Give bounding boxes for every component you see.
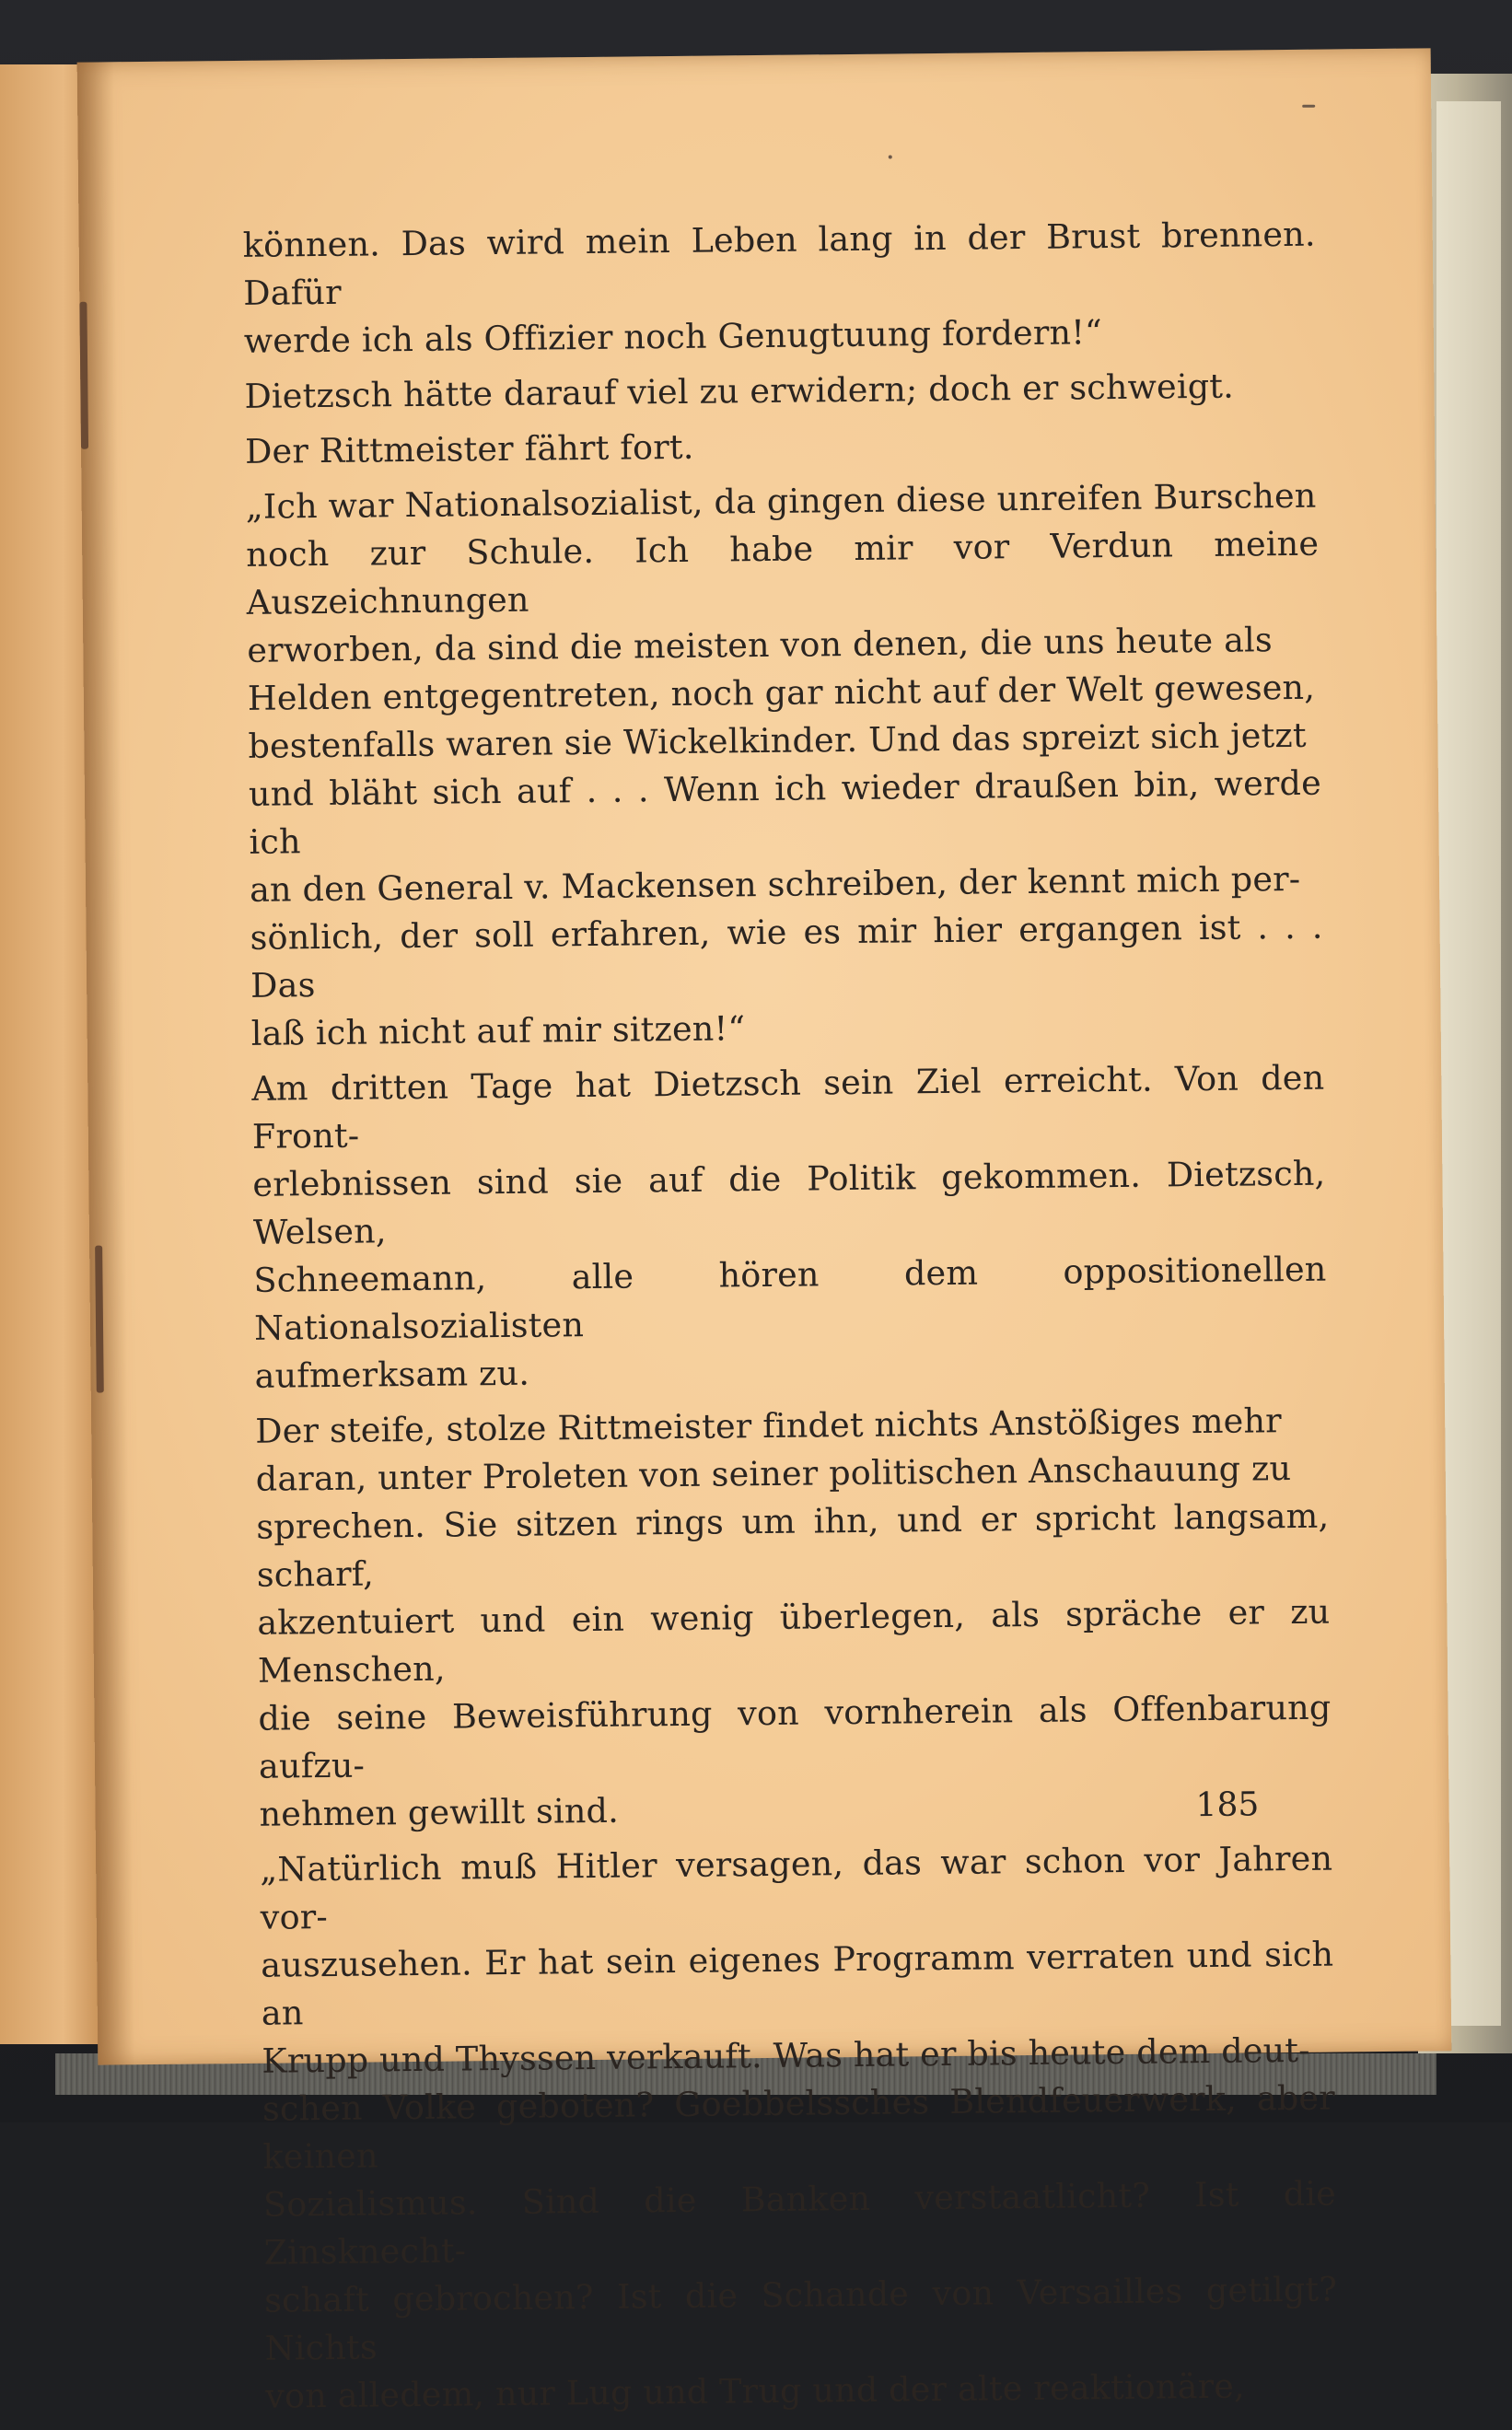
- paragraph: Dietzsch hätte darauf viel zu erwidern; doch er schweigt.: [244, 366, 1235, 416]
- paragraph: „Natürlich muß Hitler versagen, das war schon vor Jahren vor- auszusehen. Er hat sein eigenes Programm verraten und sich an Krupp und Thyssen verkauft. Was hat er bis heute dem deut- schen Volke geboten? Goebbelssches Blendfeuerwerk, aber keinen Sozialismus. Sind die Banken verstaatlicht? Ist die Zinsknecht- schaft gebrochen? Ist die Schande von Versailles getilgt? Nichts von alledem, nur Lug und Trug und der alte reaktionäre,: [259, 1838, 1338, 2416]
- page-number: 185: [1195, 1785, 1260, 1825]
- paragraph: Am dritten Tage hat Dietzsch sein Ziel erreicht. Von den Front- erlebnissen sind sie auf die Politik gekommen. Dietzsch, Welsen, Schneemann, alle hören dem oppositionellen Nationalsozialisten aufmerksam zu.: [251, 1057, 1327, 1396]
- paper-mark: [1302, 105, 1315, 108]
- body-text: [242, 211, 1338, 2428]
- paragraph: „Ich war Nationalsozialist, da gingen diese unreifen Burschen noch zur Schule. Ich habe mir vor Verdun meine Auszeichnungen erworben, da sind die meisten von denen, die uns heute als Helden entgegentreten, noch gar nicht auf der Welt gewesen, bestenfalls waren sie Wickelkinder. Und das spreizt sich jetzt und bläht sich auf . . . Wenn ich wieder draußen bin, werde ich an den General v. Mackensen schreiben, der kennt mich per- sönlich, der soll erfahren, wie es mir hier ergangen ist . . . Das laß ich nicht auf mir sitzen!“: [245, 475, 1323, 1053]
- binding-thread-top: [79, 302, 88, 449]
- binding-thread-bottom: [95, 1246, 104, 1393]
- book-page: [77, 48, 1452, 2416]
- paper-speck: [889, 155, 892, 158]
- paragraph: können. Das wird mein Leben lang in der Brust brennen. Dafür werde ich als Offizier noch Genugtuung fordern!“: [242, 214, 1316, 361]
- paragraph: Der steife, stolze Rittmeister findet nichts Anstößiges mehr daran, unter Proleten von seiner politischen Anschauung zu sprechen. Sie sitzen rings um ihn, und er spricht langsam, scharf, akzentuiert und ein wenig überlegen, als spräche er zu Menschen, die seine Beweisführung von vornherein als Offenbarung aufzu- nehmen gewillt sind.: [255, 1401, 1332, 1834]
- paragraph: Der Rittmeister fährt fort.: [244, 426, 694, 471]
